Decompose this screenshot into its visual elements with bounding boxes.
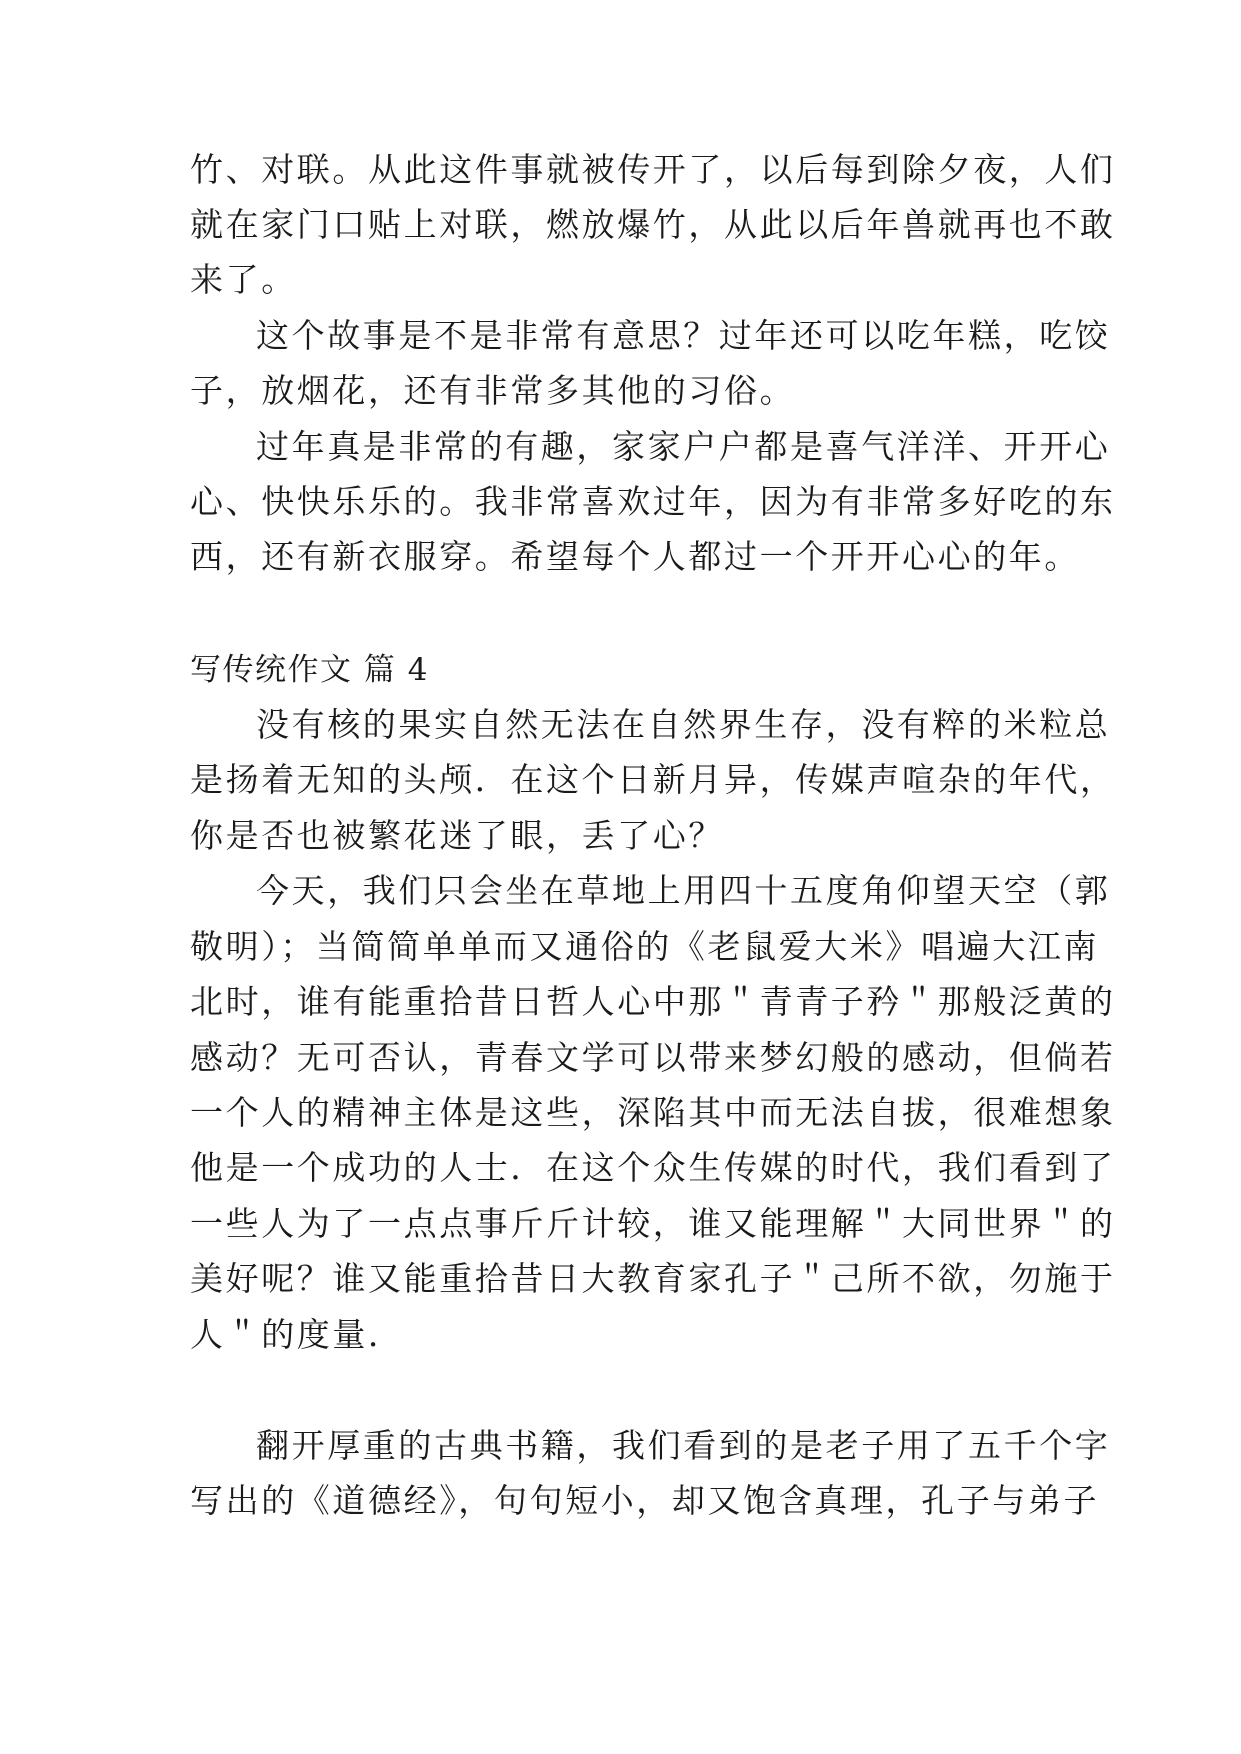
text-line: 你是否也被繁花迷了眼，丢了心？ xyxy=(190,816,724,855)
text-line: 他是一个成功的人士．在这个众生传媒的时代，我们看到了 xyxy=(190,1148,1116,1187)
text-line: 敬明）；当简简单单而又通俗的《老鼠爱大米》唱遍大江南 xyxy=(190,927,1100,966)
text-line: 就在家门口贴上对联，燃放爆竹，从此以后年兽就再也不敢 xyxy=(190,205,1116,244)
paragraph-start-line: 今天，我们只会坐在草地上用四十五度角仰望天空（郭 xyxy=(256,871,1111,910)
text-line: 一些人为了一点点事斤斤计较，谁又能理解＂大同世界＂的 xyxy=(190,1204,1116,1243)
paragraph-start-line: 这个故事是不是非常有意思？过年还可以吃年糕，吃饺 xyxy=(256,316,1111,355)
section-heading: 写传统作文 篇 4 xyxy=(190,652,429,688)
text-line: 竹、对联。从此这件事就被传开了，以后每到除夕夜，人们 xyxy=(190,150,1116,189)
text-line: 来了。 xyxy=(190,260,297,299)
text-line: 西，还有新衣服穿。希望每个人都过一个开开心心的年。 xyxy=(190,537,1080,576)
text-line: 北时，谁有能重拾昔日哲人心中那＂青青子矜＂那般泛黄的 xyxy=(190,982,1116,1021)
paragraph-start-line: 没有核的果实自然无法在自然界生存，没有粹的米粒总 xyxy=(256,705,1111,744)
text-line: 人＂的度量． xyxy=(190,1315,404,1354)
paragraph-start-line: 过年真是非常的有趣，家家户户都是喜气洋洋、开开心 xyxy=(256,427,1111,466)
text-line: 一个人的精神主体是这些，深陷其中而无法自拔，很难想象 xyxy=(190,1093,1116,1132)
paragraph-start-line: 翻开厚重的古典书籍，我们看到的是老子用了五千个字 xyxy=(256,1426,1111,1465)
text-line: 子，放烟花，还有非常多其他的习俗。 xyxy=(190,371,796,410)
text-line: 写出的《道德经》，句句短小，却又饱含真理，孔子与弟子 xyxy=(190,1481,1100,1520)
text-line: 心、快快乐乐的。我非常喜欢过年，因为有非常多好吃的东 xyxy=(190,482,1116,521)
text-line: 美好呢？谁又能重拾昔日大教育家孔子＂己所不欲，勿施于 xyxy=(190,1259,1116,1298)
text-line: 感动？无可否认，青春文学可以带来梦幻般的感动，但倘若 xyxy=(190,1038,1116,1077)
text-line: 是扬着无知的头颅．在这个日新月异，传媒声喧杂的年代， xyxy=(190,760,1116,799)
